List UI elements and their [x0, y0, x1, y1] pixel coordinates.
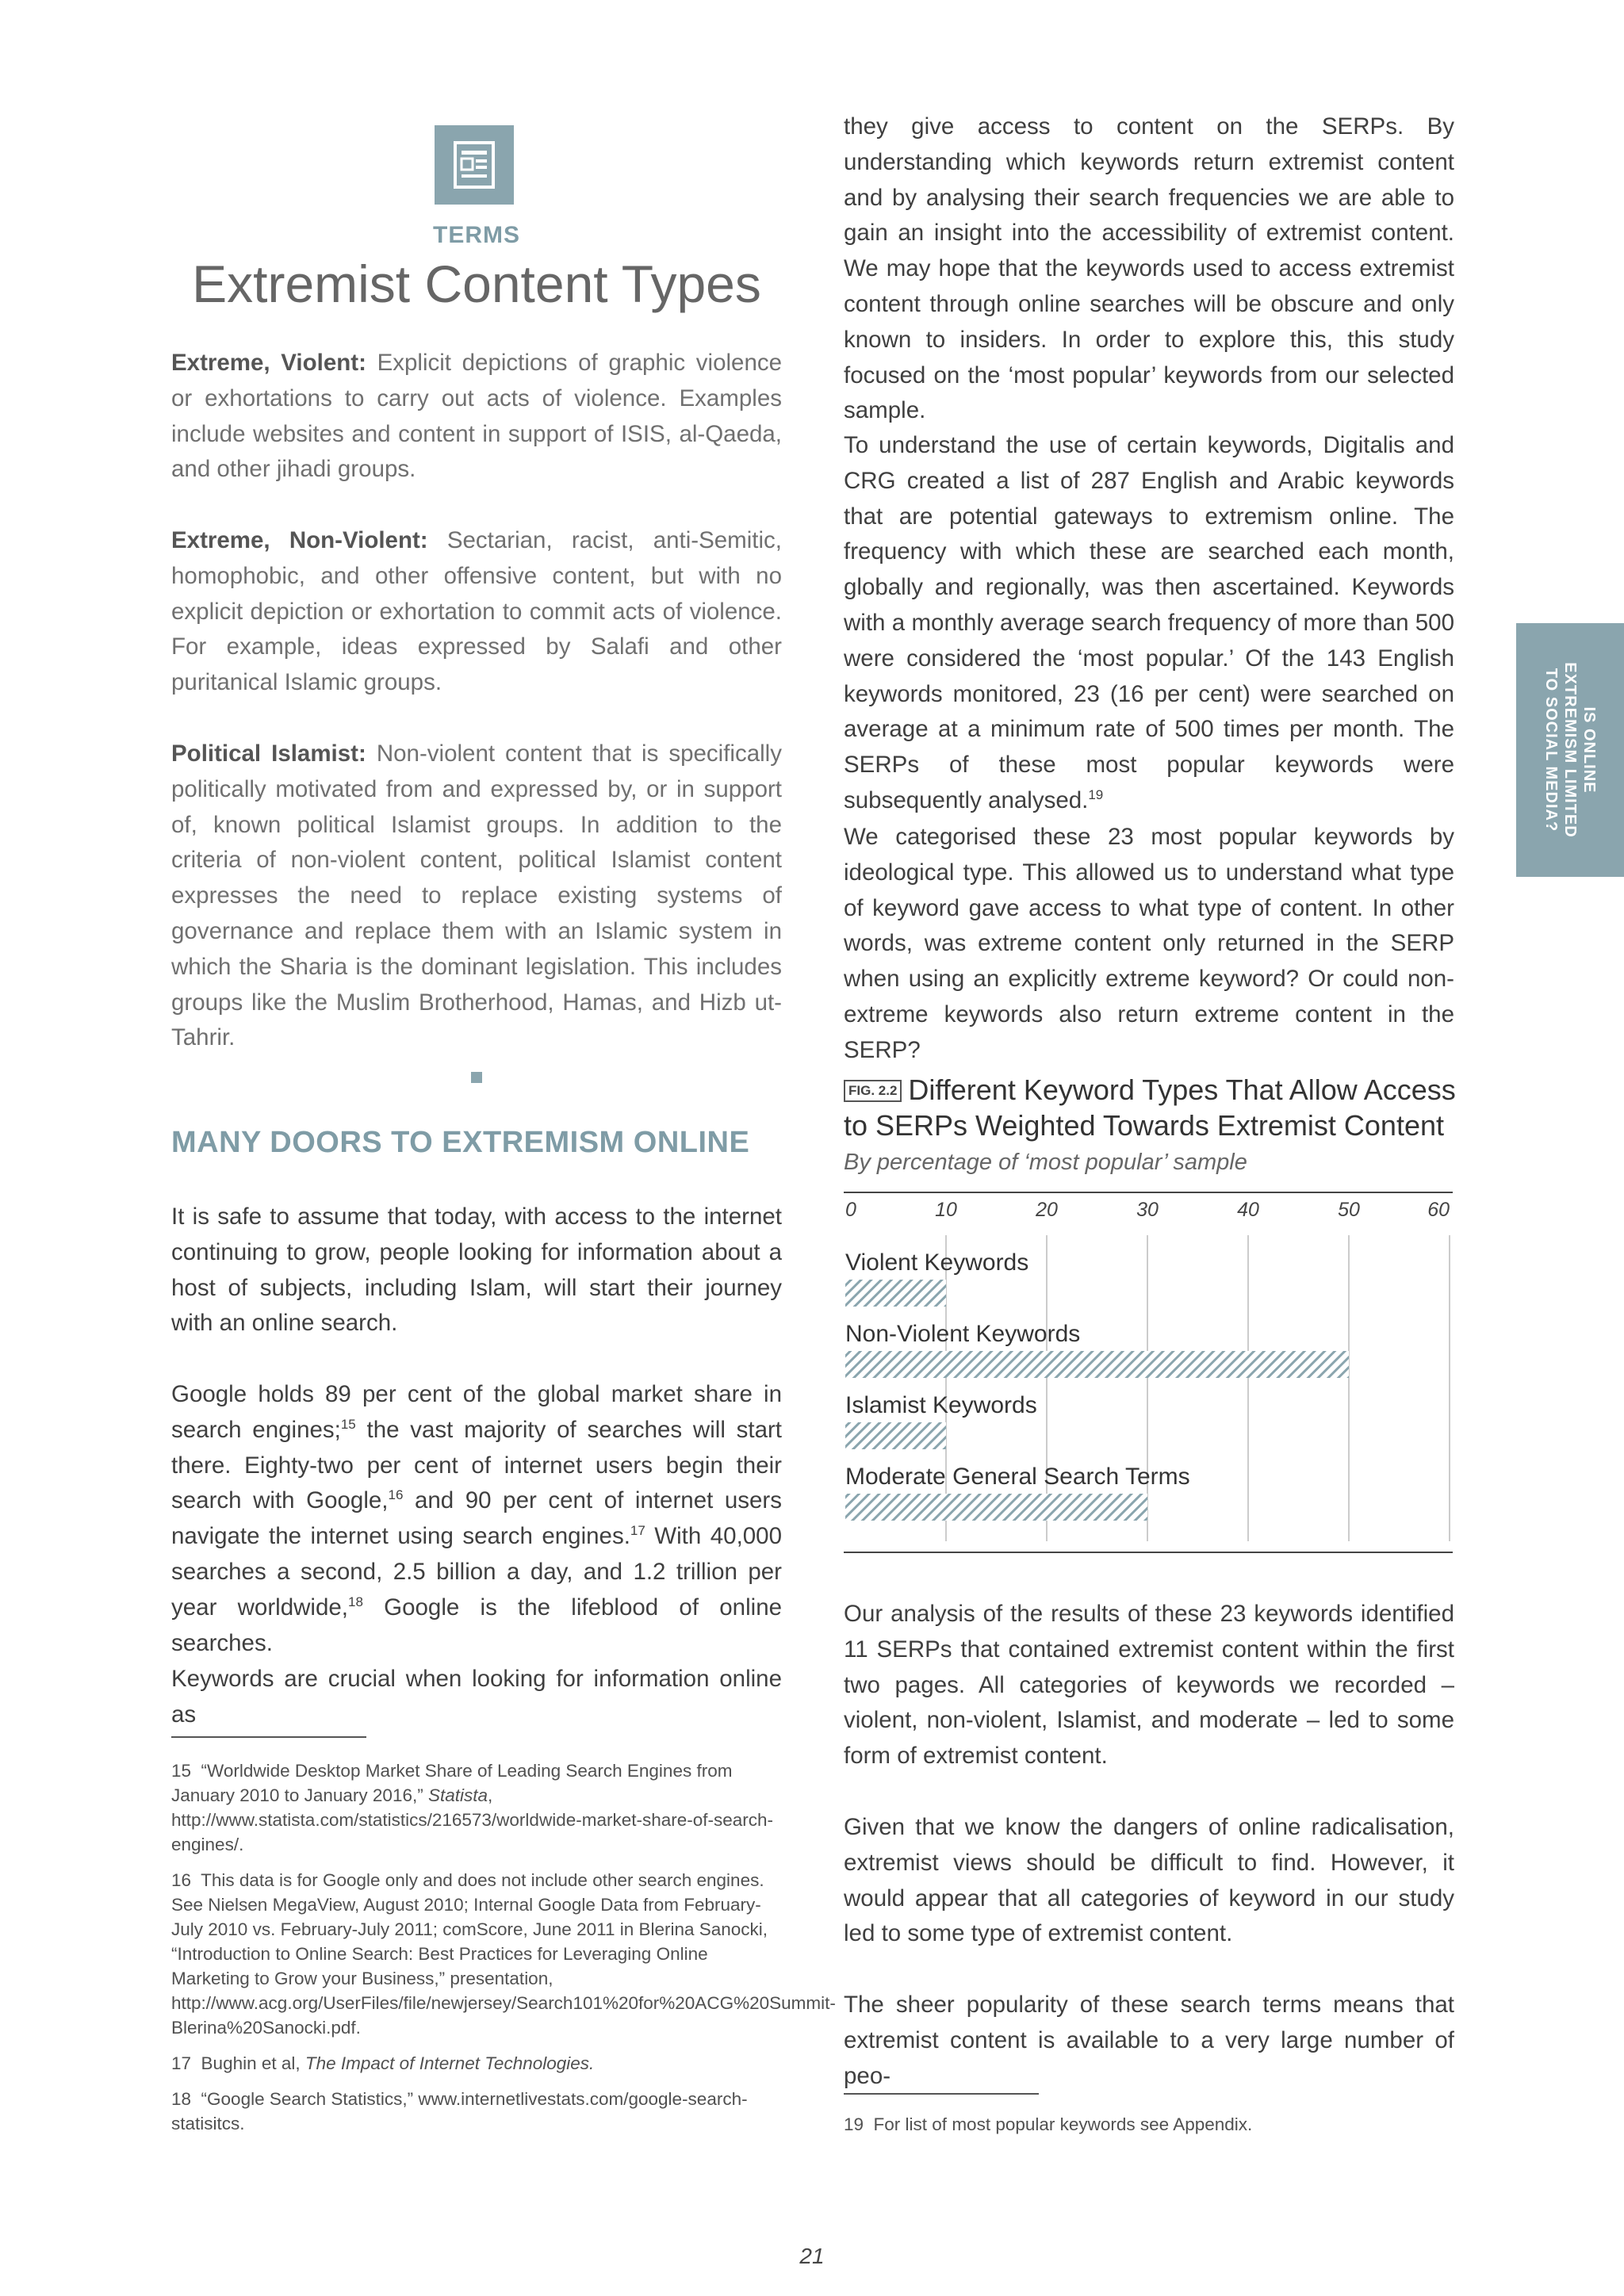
definition-text: Explicit depictions of graphic violence or exhortations to carry out acts of violence. Examples include websites and content in support of ISIS, al-Qaeda, and other jihadi groups.: [171, 350, 783, 483]
page-number: 21: [799, 2244, 825, 2268]
side-tab-line: IS ONLINE: [1580, 706, 1598, 794]
paragraph-text: It is safe to assume that today, with access to the internet continuing to grow, people looking for information about a host of subjects, including Islam, will start their journey with an online search.: [171, 1203, 782, 1337]
paragraph: [844, 109, 1454, 429]
paragraph-text: The sheer popularity of these search terms means that extremist content is available to a very large number of peo-: [844, 1992, 1454, 2089]
footnotes-right: [844, 2112, 1454, 2148]
x-tick-label: 30: [1136, 1199, 1159, 1221]
footnote-19: 19 For list of most popular keywords see Appendix.: [844, 2114, 1253, 2134]
figure-subtitle: By percentage of ‘most popular’ sample: [844, 1150, 1247, 1175]
article-icon: [435, 125, 514, 205]
definition-extreme-non-violent: [171, 523, 782, 701]
side-tab-line: TO SOCIAL MEDIA?: [1542, 668, 1560, 832]
definition-term: Political Islamist:: [171, 740, 366, 767]
bar-label: Non-Violent Keywords: [845, 1321, 1081, 1347]
definition-text: Sectarian, racist, anti-Semitic, homophobic, and other offensive content, but with no explicit depiction or exhortation to commit acts of violence. For example, ideas expressed by Salafi and other puritanical Islamic groups.: [171, 527, 783, 696]
paragraph-text: Keywords are crucial when looking for information online as: [171, 1666, 782, 1728]
paragraph: [844, 1597, 1454, 1774]
footnote-17: 17 Bughin et al, The Impact of Internet Technologies.: [171, 2053, 595, 2073]
footnote-ref[interactable]: 18: [348, 1594, 363, 1609]
footnote-18: 18 “Google Search Statistics,” www.internetlivestats.com/google-search-statisitcs.: [171, 2089, 748, 2133]
footnote-ref[interactable]: 17: [630, 1523, 645, 1539]
bar-label: Violent Keywords: [845, 1249, 1029, 1276]
paragraph: [844, 1988, 1454, 2094]
paragraph: [844, 428, 1454, 819]
bar-label: Moderate General Search Terms: [845, 1464, 1190, 1490]
paragraph: [844, 1810, 1454, 1952]
x-tick-label: 50: [1338, 1199, 1360, 1221]
bar: [845, 1280, 946, 1307]
keyword-types-chart: [844, 1184, 1454, 1557]
x-tick-label: 20: [1036, 1199, 1058, 1221]
terms-title: Extremist Content Types: [192, 254, 761, 313]
footnote-15: 15 “Worldwide Desktop Market Share of Leading Search Engines from January 2010 to January 2016,” Statista, http://www.statista.com/statistics/216573/worldwide-market-share-of-search-engines/.: [171, 1761, 774, 1854]
bar: [845, 1351, 1349, 1378]
footnote-ref[interactable]: 15: [340, 1416, 356, 1432]
footnotes-left: [171, 1758, 836, 2147]
paragraph: [171, 1662, 782, 1733]
definition-political-islamist: [171, 737, 782, 1056]
figure-title-text: Different Keyword Types That Allow Access to SERPs Weighted Towards Extremist Content: [844, 1073, 1456, 1142]
paragraph-text: Google holds 89 per cent of the global market share in search engines;: [171, 1381, 782, 1443]
paragraph-text: Given that we know the dangers of online radicalisation, extremist views should be difficult to find. However, it would appear that all categories of keyword in our study led to some type of extremist content.: [844, 1814, 1454, 1947]
paragraph-text: To understand the use of certain keywords, Digitalis and CRG created a list of 287 English and Arabic keywords that are potential gateways to extremism online. The frequency with which these are searched each month, globally and regionally, was then ascertained. Keywords with a monthly average search frequency of more than 500 were considered the ‘most popular.’ Of the 143 English keywords monitored, 23 (16 per cent) were searched on average at a minimum rate of 500 times per month. The SERPs of these most popular keywords were subsequently analysed.: [844, 432, 1454, 813]
x-tick-label: 40: [1237, 1199, 1259, 1221]
section-heading: MANY DOORS TO EXTREMISM ONLINE: [171, 1126, 750, 1159]
side-tab-text: [1542, 635, 1599, 865]
footnote-ref[interactable]: 19: [1088, 787, 1104, 803]
definition-extreme-violent: [171, 346, 782, 488]
x-tick-label: 10: [935, 1199, 957, 1221]
bar: [845, 1422, 946, 1449]
bar-label: Islamist Keywords: [845, 1392, 1037, 1418]
terms-label: TERMS: [433, 222, 520, 248]
paragraph-text: and 90 per cent of internet users navigate the internet using search engines.: [171, 1487, 783, 1550]
paragraph-text: they give access to content on the SERPs. By understanding which keywords return extremist content and by analysing their search frequencies we are able to gain an insight into the accessibility of extremist content. We may hope that the keywords used to access extremist content through online searches will be obscure and only known to insiders. In order to explore this, this study focused on the ‘most popular’ keywords from our selected sample.: [844, 113, 1454, 424]
x-tick-label: 0: [845, 1199, 856, 1221]
side-tab-line: EXTREMISM LIMITED: [1561, 662, 1579, 838]
footnote-16: 16 This data is for Google only and does not include other search engines. See Nielsen MegaView, August 2010; Internal Google Data from February-July 2010 vs. February-July 2011; comScore, June 2011 in Blerina Sanocki, “Introduction to Online Search: Best Practices for Leveraging Online Marketing to Grow your Business,” presentation, http://www.acg.org/UserFiles/file/newjersey/Search101%20for%20ACG%20Summit-Blerina%20Sanocki.pdf.: [171, 1870, 836, 2038]
definition-text: Non-violent content that is specifically politically motivated from and expressed by, or in support of, known political Islamist groups. In addition to the criteria of non-violent content, political Islamist content expresses the need to replace existing systems of governance and replace them with an Islamic system in which the Sharia is the dominant legislation. This includes groups like the Muslim Brotherhood, Hamas, and Hizb ut-Tahrir.: [171, 740, 782, 1051]
figure-title: [844, 1072, 1462, 1143]
footnote-ref[interactable]: 16: [388, 1487, 404, 1503]
footnote-rule: [171, 1736, 366, 1738]
paragraph-text: Google is the lifeblood of online searches.: [171, 1594, 783, 1656]
paragraph: [844, 820, 1454, 1069]
footnote-rule: [844, 2093, 1039, 2095]
figure-tag: FIG. 2.2: [844, 1080, 902, 1102]
definition-term: Extreme, Violent:: [171, 350, 366, 376]
x-tick-label: 60: [1427, 1199, 1450, 1221]
bar: [845, 1494, 1147, 1521]
paragraph-text: With 40,000 searches a second, 2.5 billion a day, and 1.2 trillion per year worldwide,: [171, 1523, 782, 1621]
paragraph-text: We categorised these 23 most popular keywords by ideological type. This allowed us to understand what type of keyword gave access to what type of content. In other words, was extreme content only returned in the SERP when using an explicitly extreme keyword? Or could non-extreme keywords also return extreme content in the SERP?: [844, 824, 1454, 1063]
definition-term: Extreme, Non-Violent:: [171, 527, 428, 553]
paragraph: [171, 1200, 782, 1341]
paragraph-text: the vast majority of searches will start there. Eighty-two per cent of internet users begin their search with Google,: [171, 1416, 782, 1514]
paragraph-text: Our analysis of the results of these 23 keywords identified 11 SERPs that contained extremist content within the first two pages. All categories of keywords we recorded – violent, non-violent, Islamist, and moderate – led to some form of extremist content.: [844, 1601, 1454, 1770]
paragraph: [171, 1377, 782, 1661]
section-divider: [471, 1072, 482, 1083]
chapter-side-tab: [1516, 623, 1624, 877]
